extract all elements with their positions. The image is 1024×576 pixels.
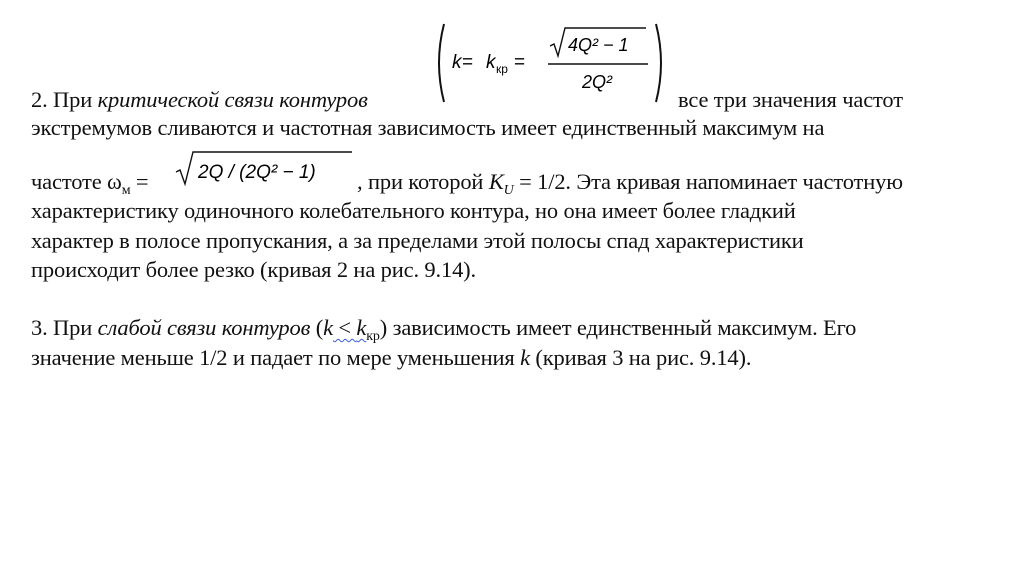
p3-k2-sub: кр bbox=[366, 329, 380, 344]
p3-line-2 bbox=[31, 344, 751, 372]
formula-k: k bbox=[486, 52, 496, 73]
formula-k-sub: кр bbox=[496, 62, 508, 76]
p3-open-paren: ( bbox=[310, 315, 324, 340]
right-paren bbox=[656, 24, 661, 102]
p2-line-3-mid: , при которой bbox=[357, 169, 489, 194]
formula-eq2: = bbox=[514, 52, 526, 73]
formula-critical-coupling bbox=[432, 20, 668, 106]
p2-line-1-tail bbox=[678, 86, 903, 114]
p2-line-4-text: характеристику одиночного колебательного контура, но она имеет более гладкий bbox=[31, 198, 796, 223]
omega-sub: м bbox=[121, 183, 131, 198]
p2-line-1-tail-text: все три значения частот bbox=[678, 87, 903, 112]
formula-omega-svg bbox=[174, 148, 356, 192]
p2-line-6 bbox=[31, 256, 476, 284]
formula-omega bbox=[174, 148, 356, 192]
p3-line-1 bbox=[31, 314, 856, 346]
p3-lt-kkp bbox=[333, 315, 366, 340]
p2-line-1 bbox=[31, 86, 368, 114]
formula-numerator: 4Q² − 1 bbox=[568, 35, 629, 55]
p2-line-5 bbox=[31, 227, 804, 255]
p3-line-2-k: k bbox=[520, 345, 530, 370]
p3-lt: < bbox=[332, 315, 357, 340]
p3-line-2-lead: значение меньше 1/2 и падает по мере уменьшения bbox=[31, 345, 521, 370]
p2-lead: 2. При bbox=[31, 87, 98, 112]
p2-line-2 bbox=[31, 114, 824, 142]
omega-eq: = bbox=[130, 169, 149, 194]
p3-line-1-tail: ) зависимость имеет единственный максимум. Его bbox=[379, 315, 857, 340]
ku-k: K bbox=[488, 169, 504, 194]
p2-line-3-lead bbox=[31, 168, 148, 200]
p2-line-4 bbox=[31, 197, 796, 225]
formula-eq1: = bbox=[462, 52, 474, 73]
p2-line-3-tail bbox=[357, 168, 903, 200]
p3-line-2-tail: (кривая 3 на рис. 9.14). bbox=[529, 345, 752, 370]
formula-denominator: 2Q² bbox=[582, 72, 613, 92]
p2-line-3-end: = 1/2. Эта кривая напоминает частотную bbox=[513, 169, 903, 194]
p2-italic-term: критической связи контуров bbox=[97, 87, 368, 112]
omega-label: частоте ω bbox=[31, 169, 122, 194]
p3-k: k bbox=[323, 315, 333, 340]
p2-line-5-text: характер в полосе пропускания, а за пределами этой полосы спад характеристики bbox=[31, 228, 804, 253]
p2-line-6-text: происходит более резко (кривая 2 на рис. 9.14). bbox=[31, 257, 477, 282]
omega-expr: 2Q / (2Q² − 1) bbox=[198, 162, 316, 183]
left-paren bbox=[439, 24, 444, 102]
p3-lead: 3. При bbox=[31, 315, 98, 340]
p2-line-2-text: экстремумов сливаются и частотная зависимость имеет единственный максимум на bbox=[31, 115, 825, 140]
formula-lhs-k: k bbox=[452, 52, 462, 73]
p3-k2: k bbox=[356, 315, 367, 340]
ku-sub: U bbox=[503, 183, 514, 198]
formula-critical-coupling-svg bbox=[432, 20, 668, 106]
p3-italic-term: слабой связи контуров bbox=[97, 315, 311, 340]
